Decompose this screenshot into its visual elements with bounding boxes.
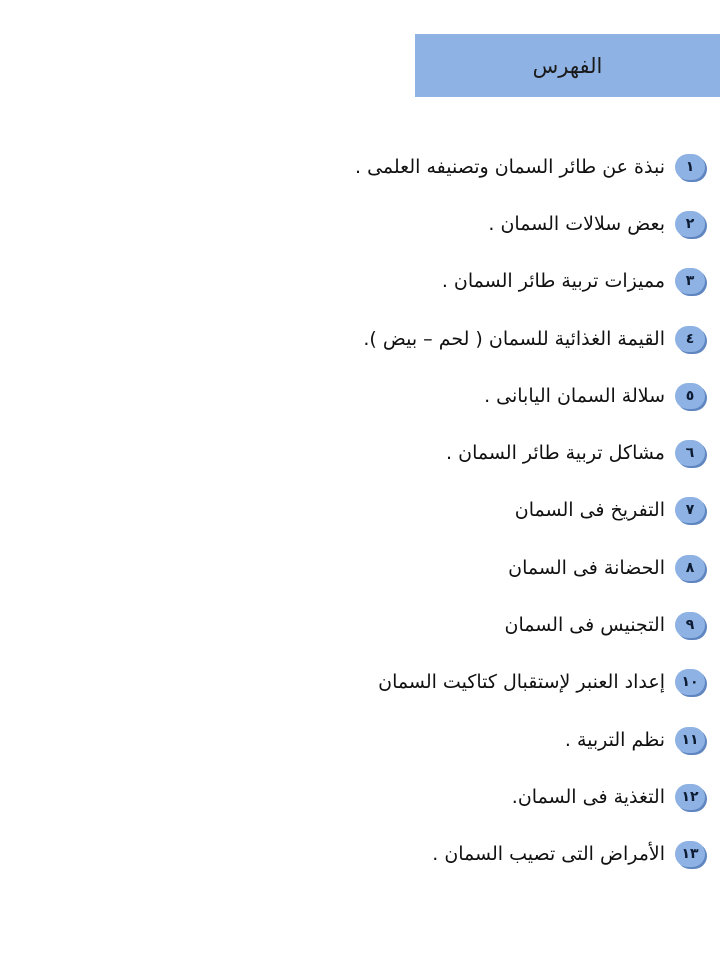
item-number-badge: ١٣ — [675, 841, 705, 867]
toc-item-2 — [105, 195, 705, 252]
toc-item-text: التغذية فى السمان. — [511, 785, 665, 808]
toc-item-10 — [105, 654, 705, 711]
toc-item-7 — [105, 482, 705, 539]
item-number-badge: ١١ — [675, 727, 705, 753]
toc-item-text: نظم التربية . — [564, 728, 665, 751]
item-number-badge: ٧ — [675, 497, 705, 523]
toc-item-text: مميزات تربية طائر السمان . — [441, 270, 665, 293]
page-title: الفهرس — [532, 53, 603, 78]
toc-item-text: القيمة الغذائية للسمان ( لحم – بيض ). — [363, 327, 665, 350]
item-number-badge: ١٠ — [675, 669, 705, 695]
item-number-badge: ٩ — [675, 612, 705, 638]
toc-item-text: بعض سلالات السمان . — [488, 212, 665, 235]
toc-item-3 — [105, 253, 705, 310]
toc-item-11 — [105, 711, 705, 768]
item-number-badge: ١٢ — [675, 784, 705, 810]
item-number-badge: ٥ — [675, 383, 705, 409]
toc-item-5 — [105, 367, 705, 424]
item-number-badge: ٨ — [675, 555, 705, 581]
toc-item-text: نبذة عن طائر السمان وتصنيفه العلمى . — [354, 155, 665, 178]
item-number-badge: ١ — [675, 154, 705, 180]
toc-item-9 — [105, 596, 705, 653]
toc-item-text: الحضانة فى السمان — [508, 556, 665, 579]
toc-item-12 — [105, 768, 705, 825]
toc-item-text: الأمراض التى تصيب السمان . — [432, 843, 665, 866]
index-title-banner — [415, 34, 720, 97]
toc-item-text: سلالة السمان اليابانى . — [484, 384, 665, 407]
item-number-badge: ٤ — [675, 326, 705, 352]
toc-item-1 — [105, 138, 705, 195]
toc-item-text: مشاكل تربية طائر السمان . — [446, 442, 665, 465]
toc-item-text: التجنيس فى السمان — [504, 614, 665, 637]
toc-item-text: إعداد العنبر لإستقبال كتاكيت السمان — [378, 671, 665, 694]
toc-item-8 — [105, 539, 705, 596]
table-of-contents — [105, 138, 705, 883]
item-number-badge: ٦ — [675, 440, 705, 466]
toc-item-text: التفريخ فى السمان — [514, 499, 665, 522]
toc-item-4 — [105, 310, 705, 367]
toc-item-6 — [105, 424, 705, 481]
item-number-badge: ٢ — [675, 211, 705, 237]
item-number-badge: ٣ — [675, 268, 705, 294]
toc-item-13 — [105, 826, 705, 883]
